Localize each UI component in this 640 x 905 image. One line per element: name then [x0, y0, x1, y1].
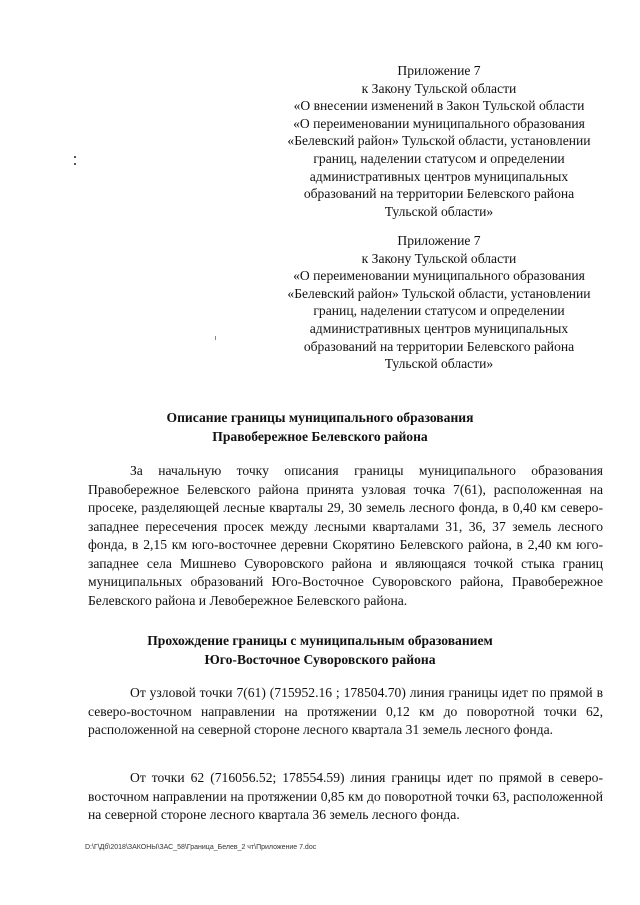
- appendix-line: Приложение 7: [397, 63, 481, 78]
- appendix-line: «Белевский район» Тульской области, установлении: [287, 285, 591, 301]
- appendix-line: административных центров муниципальных: [309, 168, 569, 184]
- appendix-line: Приложение 7: [397, 233, 481, 248]
- starting-point-paragraph: За начальную точку описания границы муниципального образования Правобережное Белевского района принята узловая точка 7(61), расположенная на просеке, разделяющей лесные кварталы 29, 30 земель лесного фонда, в 0,40 км северо-западнее пересечения просек между лесными кварталами 31, 36, 37 земель лесного фонда, в 2,15 км юго-восточнее деревни Скорятино Белевского района, в 2,40 км юго-западнее села Мишнево Суворовского района и являющаяся точкой стыка границ муниципальных образований Юго-Восточное Суворовского района, Правобережное Белевского района и Левобережное Белевского района.: [88, 463, 603, 608]
- appendix-line: образований на территории Белевского района: [303, 186, 575, 202]
- boundary-description-title: [80, 408, 560, 446]
- title-line: Юго-Восточное Суворовского района: [204, 652, 436, 667]
- scan-speck: [74, 163, 76, 165]
- appendix-line: «О переименовании муниципального образования: [293, 268, 585, 284]
- appendix-line: «О переименовании муниципального образования: [293, 115, 585, 131]
- boundary-segment-paragraph: От точки 62 (716056.52; 178554.59) линия границы идет по прямой в северо-восточном направлении на протяжении 0,85 км до поворотной точки 63, расположенной на северной стороне лесного квартала 36 земель лесного фонда.: [88, 770, 603, 822]
- appendix-line: «О внесении изменений в Закон Тульской области: [293, 98, 585, 114]
- appendix-line: образований на территории Белевского района: [303, 338, 575, 354]
- scan-speck: [215, 336, 216, 340]
- scan-speck: [74, 156, 76, 158]
- appendix-line: Тульской области»: [384, 203, 494, 219]
- appendix-header-amended: [262, 62, 616, 220]
- boundary-passage-title: [80, 631, 560, 669]
- appendix-line: границ, наделении статусом и определении: [313, 150, 565, 166]
- appendix-line: Тульской области»: [384, 356, 494, 372]
- appendix-line: к Закону Тульской области: [361, 250, 517, 266]
- title-line: Правобережное Белевского района: [212, 429, 428, 444]
- boundary-segment-paragraph: От узловой точки 7(61) (715952.16 ; 178504.70) линия границы идет по прямой в северо-восточном направлении на протяжении 0,12 км до поворотной точки 62, расположенной на северной стороне лесного квартала 31 земель лесного фонда.: [88, 685, 603, 737]
- appendix-line: границ, наделении статусом и определении: [313, 303, 565, 319]
- appendix-line: административных центров муниципальных: [309, 320, 569, 336]
- title-line: Прохождение границы с муниципальным образованием: [147, 633, 493, 648]
- appendix-line: к Закону Тульской области: [361, 80, 517, 96]
- title-line: Описание границы муниципального образования: [166, 410, 474, 425]
- appendix-line: «Белевский район» Тульской области, установлении: [287, 133, 591, 149]
- appendix-header-original: [262, 232, 616, 373]
- document-file-path: D:\Г\Дб\2018\ЗАКОНЫ\ЗАС_58\Граница_Белев_2 чт\Приложение 7.doc: [85, 844, 317, 851]
